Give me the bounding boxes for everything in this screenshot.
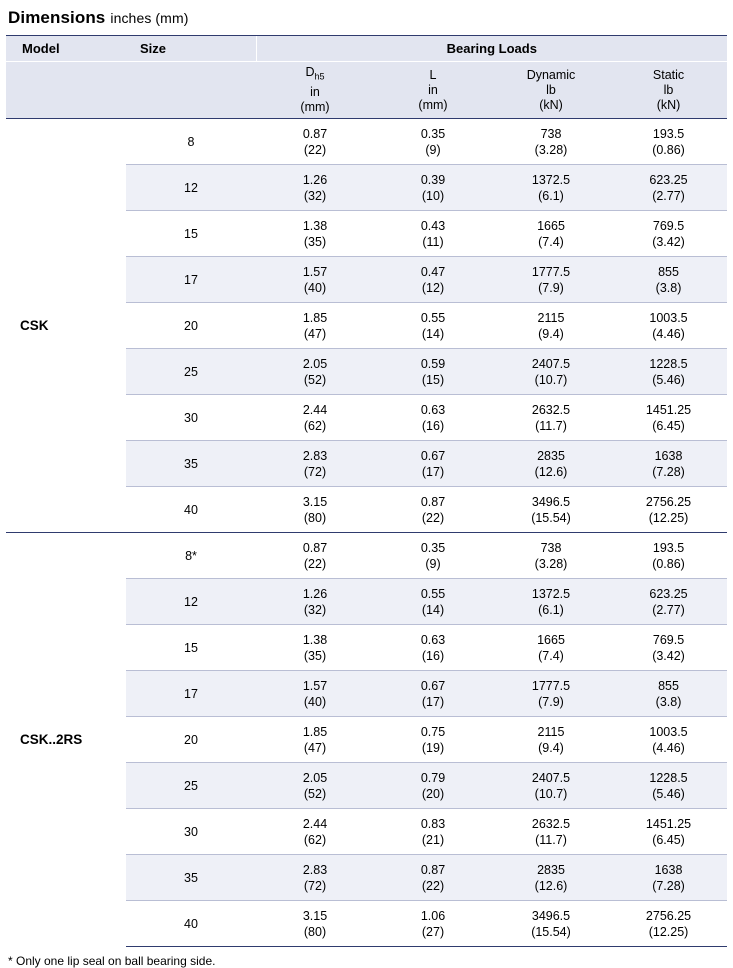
static-load-cell	[610, 303, 727, 349]
static-load-cell	[610, 717, 727, 763]
size-cell	[126, 901, 256, 947]
static-load-cell	[610, 395, 727, 441]
static-load-cell-primary: 193.5	[652, 540, 685, 555]
size-cell-primary: 15	[184, 226, 198, 241]
static-load-cell	[610, 441, 727, 487]
dynamic-load-cell	[492, 165, 610, 211]
size-cell-primary: 35	[184, 870, 198, 885]
length-cell	[374, 763, 492, 809]
length-cell	[374, 625, 492, 671]
static-load-cell	[610, 671, 727, 717]
length-cell	[374, 533, 492, 579]
bore-diameter-cell	[256, 901, 374, 947]
table-row	[6, 533, 727, 579]
dynamic-load-cell-primary: 3496.5	[531, 494, 571, 509]
dynamic-load-cell-primary: 1665	[537, 632, 565, 647]
dynamic-load-cell-primary: 3496.5	[531, 908, 571, 923]
dynamic-load-cell-primary: 2835	[537, 448, 565, 463]
length-cell-secondary: (19)	[421, 740, 445, 755]
static-load-cell-secondary: (3.8)	[655, 280, 682, 295]
static-load-cell-secondary: (7.28)	[652, 464, 685, 479]
static-load-cell-primary: 623.25	[649, 586, 688, 601]
column-header-bearing-loads: Bearing Loads	[256, 36, 727, 62]
length-cell-secondary: (22)	[421, 510, 445, 525]
static-load-cell	[610, 257, 727, 303]
dynamic-load-cell-secondary: (11.7)	[535, 832, 567, 847]
static-load-cell	[610, 901, 727, 947]
dynamic-load-cell	[492, 809, 610, 855]
subheader-static-unit2: (kN)	[656, 97, 681, 112]
length-cell-secondary: (12)	[421, 280, 445, 295]
length-cell	[374, 579, 492, 625]
length-cell	[374, 441, 492, 487]
subheader-static-unit1: lb	[663, 82, 674, 97]
dynamic-load-cell	[492, 441, 610, 487]
model-cell	[6, 533, 126, 947]
static-load-cell	[610, 211, 727, 257]
bore-diameter-cell	[256, 119, 374, 165]
bore-diameter-cell	[256, 349, 374, 395]
size-cell	[126, 487, 256, 533]
subheader-d-subscript: h5	[314, 71, 325, 82]
length-cell-secondary: (15)	[421, 372, 445, 387]
bore-diameter-cell	[256, 625, 374, 671]
subheader-dynamic-unit1: lb	[546, 82, 556, 97]
length-cell-secondary: (21)	[421, 832, 445, 847]
dynamic-load-cell	[492, 579, 610, 625]
dynamic-load-cell-secondary: (10.7)	[534, 786, 568, 801]
dynamic-load-cell-secondary: (12.6)	[534, 878, 568, 893]
length-cell-secondary: (9)	[425, 142, 441, 157]
bore-diameter-cell	[256, 855, 374, 901]
table-row	[6, 119, 727, 165]
bore-diameter-cell-primary: 1.38	[302, 632, 328, 647]
length-cell-secondary: (16)	[421, 418, 445, 433]
size-cell-primary: 25	[184, 364, 198, 379]
length-cell-secondary: (14)	[421, 326, 445, 341]
table-subheader-row	[6, 62, 727, 119]
size-cell-primary: 8	[187, 134, 195, 149]
static-load-cell-primary: 855	[658, 264, 679, 279]
subheader-dynamic-symbol: Dynamic	[526, 67, 576, 82]
dynamic-load-cell-secondary: (11.7)	[535, 418, 567, 433]
dynamic-load-cell-secondary: (3.28)	[534, 556, 568, 571]
footnote: * Only one lip seal on ball bearing side.	[8, 954, 216, 968]
dynamic-load-cell-secondary: (10.7)	[534, 372, 568, 387]
bore-diameter-cell-secondary: (80)	[303, 924, 327, 939]
subheader-d-symbol: D	[305, 65, 315, 80]
static-load-cell-secondary: (3.42)	[652, 648, 685, 663]
length-cell-secondary: (10)	[421, 188, 445, 203]
length-cell-primary: 0.55	[420, 586, 446, 601]
page-title-units: inches (mm)	[110, 10, 189, 26]
static-load-cell-primary: 855	[658, 678, 679, 693]
static-load-cell	[610, 349, 727, 395]
static-load-cell	[610, 487, 727, 533]
length-cell-secondary: (22)	[421, 878, 445, 893]
length-cell	[374, 257, 492, 303]
length-cell-primary: 0.63	[420, 402, 446, 417]
dynamic-load-cell	[492, 487, 610, 533]
dynamic-load-cell-secondary: (15.54)	[531, 924, 571, 939]
static-load-cell-primary: 1003.5	[649, 310, 688, 325]
dynamic-load-cell-primary: 1372.5	[531, 586, 571, 601]
bore-diameter-cell-secondary: (32)	[303, 188, 327, 203]
size-cell-primary: 40	[184, 916, 198, 931]
static-load-cell-secondary: (7.28)	[652, 878, 685, 893]
dynamic-load-cell-secondary: (9.4)	[538, 740, 564, 755]
size-cell	[126, 119, 256, 165]
static-load-cell-primary: 1638	[654, 862, 683, 877]
size-cell	[126, 671, 256, 717]
bore-diameter-cell-primary: 2.83	[302, 862, 328, 877]
length-cell-secondary: (17)	[421, 694, 445, 709]
table-head	[6, 36, 727, 119]
dynamic-load-cell-secondary: (7.9)	[538, 280, 564, 295]
length-cell-secondary: (27)	[421, 924, 445, 939]
subheader-dynamic-unit2: (kN)	[539, 97, 563, 112]
size-cell	[126, 855, 256, 901]
bore-diameter-cell	[256, 211, 374, 257]
bore-diameter-cell-primary: 1.26	[302, 172, 328, 187]
dynamic-load-cell-primary: 738	[540, 126, 562, 141]
bore-diameter-cell	[256, 395, 374, 441]
bore-diameter-cell-secondary: (40)	[303, 280, 327, 295]
length-cell-secondary: (17)	[421, 464, 445, 479]
length-cell-primary: 0.75	[420, 724, 446, 739]
subheader-d-unit1: in	[310, 84, 320, 99]
bore-diameter-cell-primary: 1.26	[302, 586, 328, 601]
bore-diameter-cell	[256, 257, 374, 303]
dynamic-load-cell-secondary: (12.6)	[534, 464, 568, 479]
dynamic-load-cell	[492, 671, 610, 717]
subheader-static-symbol: Static	[652, 67, 685, 82]
dynamic-load-cell-primary: 1777.5	[531, 678, 571, 693]
length-cell-secondary: (14)	[421, 602, 445, 617]
length-cell	[374, 119, 492, 165]
dynamic-load-cell-primary: 2632.5	[531, 402, 571, 417]
bore-diameter-cell-primary: 2.44	[302, 402, 328, 417]
dynamic-load-cell	[492, 901, 610, 947]
bore-diameter-cell-primary: 0.87	[302, 540, 328, 555]
size-cell-primary: 25	[184, 778, 198, 793]
size-cell-primary: 30	[184, 410, 198, 425]
size-cell	[126, 763, 256, 809]
subheader-l-unit1: in	[428, 82, 438, 97]
static-load-cell-secondary: (5.46)	[652, 372, 685, 387]
bore-diameter-cell-secondary: (35)	[303, 648, 327, 663]
dynamic-load-cell	[492, 303, 610, 349]
bore-diameter-cell-primary: 1.38	[302, 218, 328, 233]
size-cell	[126, 809, 256, 855]
bore-diameter-cell-primary: 3.15	[302, 908, 328, 923]
column-header-size: Size	[126, 36, 256, 62]
bore-diameter-cell	[256, 303, 374, 349]
bore-diameter-cell-primary: 0.87	[302, 126, 328, 141]
size-cell-primary: 12	[184, 594, 198, 609]
length-cell	[374, 671, 492, 717]
static-load-cell-primary: 769.5	[652, 632, 685, 647]
dynamic-load-cell-primary: 2407.5	[531, 770, 571, 785]
bore-diameter-cell-secondary: (52)	[303, 372, 327, 387]
dynamic-load-cell-primary: 2632.5	[531, 816, 571, 831]
dynamic-load-cell	[492, 211, 610, 257]
static-load-cell-primary: 2756.25	[645, 908, 692, 923]
dynamic-load-cell-primary: 2835	[537, 862, 565, 877]
static-load-cell	[610, 625, 727, 671]
dynamic-load-cell-primary: 1665	[537, 218, 565, 233]
dynamic-load-cell	[492, 533, 610, 579]
dimensions-table	[6, 35, 727, 947]
static-load-cell-primary: 1638	[654, 448, 683, 463]
bore-diameter-cell	[256, 809, 374, 855]
bore-diameter-cell-primary: 3.15	[302, 494, 328, 509]
length-cell	[374, 395, 492, 441]
length-cell-primary: 0.87	[420, 862, 446, 877]
bore-diameter-cell-primary: 1.85	[302, 724, 328, 739]
size-cell	[126, 533, 256, 579]
length-cell-primary: 0.43	[420, 218, 446, 233]
dynamic-load-cell-secondary: (6.1)	[538, 188, 564, 203]
static-load-cell	[610, 533, 727, 579]
static-load-cell	[610, 763, 727, 809]
bore-diameter-cell-secondary: (80)	[303, 510, 327, 525]
dynamic-load-cell-primary: 1372.5	[531, 172, 571, 187]
static-load-cell-secondary: (4.46)	[652, 740, 685, 755]
static-load-cell	[610, 579, 727, 625]
dynamic-load-cell-primary: 738	[540, 540, 562, 555]
dynamic-load-cell	[492, 119, 610, 165]
bore-diameter-cell-secondary: (62)	[303, 418, 327, 433]
length-cell-primary: 0.79	[420, 770, 446, 785]
bore-diameter-cell-primary: 2.44	[302, 816, 328, 831]
table-body	[6, 119, 727, 947]
length-cell	[374, 349, 492, 395]
length-cell-secondary: (16)	[421, 648, 445, 663]
static-load-cell-secondary: (0.86)	[652, 556, 685, 571]
column-header-model: Model	[6, 36, 126, 62]
bore-diameter-cell-secondary: (22)	[303, 142, 327, 157]
length-cell-primary: 0.67	[420, 678, 446, 693]
bore-diameter-cell-primary: 2.05	[302, 356, 328, 371]
static-load-cell-secondary: (6.45)	[652, 832, 685, 847]
length-cell-primary: 0.67	[420, 448, 446, 463]
bore-diameter-cell-primary: 2.05	[302, 770, 328, 785]
subheader-dynamic-load	[492, 62, 610, 119]
dynamic-load-cell-secondary: (15.54)	[531, 510, 571, 525]
subheader-bore-diameter	[256, 62, 374, 119]
bore-diameter-cell-secondary: (47)	[303, 326, 327, 341]
dynamic-load-cell	[492, 395, 610, 441]
length-cell-primary: 0.55	[420, 310, 446, 325]
static-load-cell-primary: 193.5	[652, 126, 685, 141]
size-cell-primary: 35	[184, 456, 198, 471]
static-load-cell-secondary: (3.42)	[652, 234, 685, 249]
bore-diameter-cell-primary: 1.85	[302, 310, 328, 325]
subheader-size-blank	[126, 62, 256, 119]
bore-diameter-cell	[256, 441, 374, 487]
size-cell-primary: 8*	[185, 548, 197, 563]
length-cell	[374, 211, 492, 257]
length-cell	[374, 303, 492, 349]
table-header-row	[6, 36, 727, 62]
size-cell	[126, 303, 256, 349]
static-load-cell-primary: 1451.25	[645, 402, 692, 417]
bore-diameter-cell	[256, 671, 374, 717]
subheader-l-symbol: L	[429, 67, 437, 82]
bore-diameter-cell-secondary: (40)	[303, 694, 327, 709]
static-load-cell-secondary: (2.77)	[652, 188, 685, 203]
length-cell-primary: 0.87	[420, 494, 446, 509]
bore-diameter-cell	[256, 165, 374, 211]
bore-diameter-cell	[256, 533, 374, 579]
dynamic-load-cell-primary: 2115	[537, 724, 565, 739]
page-title-text: Dimensions	[8, 8, 106, 27]
bore-diameter-cell-secondary: (52)	[303, 786, 327, 801]
bore-diameter-cell-secondary: (32)	[303, 602, 327, 617]
dynamic-load-cell	[492, 349, 610, 395]
subheader-model-blank	[6, 62, 126, 119]
static-load-cell-secondary: (4.46)	[652, 326, 685, 341]
length-cell	[374, 165, 492, 211]
size-cell-primary: 15	[184, 640, 198, 655]
page-title	[6, 6, 727, 35]
length-cell	[374, 809, 492, 855]
static-load-cell-primary: 1228.5	[649, 770, 688, 785]
length-cell-primary: 0.35	[420, 540, 446, 555]
static-load-cell-secondary: (12.25)	[648, 510, 689, 525]
bore-diameter-cell-secondary: (72)	[303, 878, 327, 893]
bore-diameter-cell-secondary: (62)	[303, 832, 327, 847]
length-cell	[374, 717, 492, 763]
length-cell-primary: 1.06	[420, 908, 446, 923]
bore-diameter-cell-primary: 1.57	[302, 264, 328, 279]
dynamic-load-cell	[492, 763, 610, 809]
length-cell-primary: 0.83	[420, 816, 446, 831]
size-cell	[126, 625, 256, 671]
static-load-cell-secondary: (3.8)	[655, 694, 682, 709]
static-load-cell	[610, 809, 727, 855]
dynamic-load-cell-secondary: (6.1)	[538, 602, 564, 617]
static-load-cell-secondary: (0.86)	[652, 142, 685, 157]
length-cell-primary: 0.63	[420, 632, 446, 647]
size-cell-primary: 20	[184, 318, 198, 333]
size-cell-primary: 30	[184, 824, 198, 839]
length-cell-primary: 0.47	[420, 264, 446, 279]
bore-diameter-cell-secondary: (35)	[303, 234, 327, 249]
static-load-cell-primary: 623.25	[649, 172, 688, 187]
model-cell	[6, 119, 126, 533]
length-cell	[374, 901, 492, 947]
dynamic-load-cell-secondary: (9.4)	[538, 326, 564, 341]
length-cell-primary: 0.35	[420, 126, 446, 141]
static-load-cell	[610, 119, 727, 165]
size-cell-primary: 17	[184, 272, 198, 287]
static-load-cell-primary: 1451.25	[645, 816, 692, 831]
bore-diameter-cell-secondary: (72)	[303, 464, 327, 479]
size-cell	[126, 349, 256, 395]
bore-diameter-cell-primary: 2.83	[302, 448, 328, 463]
static-load-cell-primary: 1003.5	[649, 724, 688, 739]
dynamic-load-cell	[492, 625, 610, 671]
length-cell-primary: 0.59	[420, 356, 446, 371]
dynamic-load-cell-primary: 1777.5	[531, 264, 571, 279]
dynamic-load-cell-primary: 2407.5	[531, 356, 571, 371]
bore-diameter-cell-primary: 1.57	[302, 678, 328, 693]
length-cell-primary: 0.39	[420, 172, 446, 187]
model-label: CSK	[20, 317, 49, 333]
dynamic-load-cell-secondary: (7.4)	[538, 234, 564, 249]
length-cell	[374, 855, 492, 901]
size-cell-primary: 17	[184, 686, 198, 701]
dynamic-load-cell	[492, 257, 610, 303]
subheader-d-unit2: (mm)	[300, 99, 330, 114]
length-cell-secondary: (9)	[425, 556, 441, 571]
static-load-cell-secondary: (5.46)	[652, 786, 685, 801]
size-cell	[126, 395, 256, 441]
size-cell-primary: 12	[184, 180, 198, 195]
dynamic-load-cell	[492, 717, 610, 763]
bore-diameter-cell-secondary: (47)	[303, 740, 327, 755]
static-load-cell	[610, 165, 727, 211]
length-cell-secondary: (20)	[421, 786, 445, 801]
size-cell	[126, 211, 256, 257]
size-cell	[126, 441, 256, 487]
subheader-static-load	[610, 62, 727, 119]
size-cell	[126, 579, 256, 625]
static-load-cell-secondary: (6.45)	[652, 418, 685, 433]
static-load-cell-primary: 1228.5	[649, 356, 688, 371]
dynamic-load-cell-secondary: (3.28)	[534, 142, 568, 157]
dynamic-load-cell-secondary: (7.9)	[538, 694, 564, 709]
dynamic-load-cell-secondary: (7.4)	[538, 648, 564, 663]
subheader-length	[374, 62, 492, 119]
subheader-l-unit2: (mm)	[418, 97, 448, 112]
size-cell	[126, 257, 256, 303]
dynamic-load-cell-primary: 2115	[537, 310, 565, 325]
static-load-cell-primary: 769.5	[652, 218, 685, 233]
size-cell	[126, 165, 256, 211]
size-cell	[126, 717, 256, 763]
bore-diameter-cell-secondary: (22)	[303, 556, 327, 571]
bore-diameter-cell	[256, 763, 374, 809]
length-cell-secondary: (11)	[422, 234, 444, 249]
bore-diameter-cell	[256, 487, 374, 533]
bore-diameter-cell	[256, 717, 374, 763]
static-load-cell	[610, 855, 727, 901]
length-cell	[374, 487, 492, 533]
static-load-cell-secondary: (12.25)	[648, 924, 689, 939]
dynamic-load-cell	[492, 855, 610, 901]
static-load-cell-primary: 2756.25	[645, 494, 692, 509]
size-cell-primary: 20	[184, 732, 198, 747]
size-cell-primary: 40	[184, 502, 198, 517]
static-load-cell-secondary: (2.77)	[652, 602, 685, 617]
model-label: CSK..2RS	[20, 731, 83, 747]
bore-diameter-cell	[256, 579, 374, 625]
